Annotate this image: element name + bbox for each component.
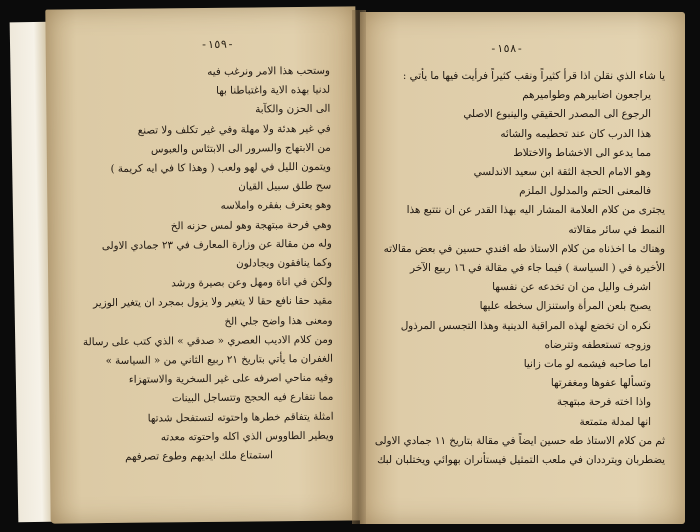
text-line: يجترى من كلام العلامة المشار اليه بهذا القدر عن ان نتتبع هذا: [406, 204, 665, 217]
text-line: سح طلق سبيل القيان: [238, 179, 332, 193]
text-line: اما صاحبه فيشمه لو مات زانيا: [523, 358, 651, 371]
left-page-number: -١٥٩-: [200, 37, 234, 52]
text-line: ثم من كلام الاستاذ طه حسين ايضاً في مقالة بتاريخ ١١ جمادي الاولى: [374, 434, 665, 447]
text-line: وهناك ما اخذناه من كلام الاستاذ طه افندي حسين في بعض مقالاته: [383, 242, 665, 255]
text-line: يراجعون اضابيرهم وطواميرهم: [522, 89, 651, 102]
left-page-text: [60, 62, 334, 468]
text-line: اشرف واليل من ان تخدعه عن نفسها: [492, 281, 651, 294]
text-line: يضطربان ويترددان في ملعب التمثيل فيستأنران بهوائي ويختلبان لبك: [377, 454, 665, 467]
text-line: انها لمدلة متمتعة: [579, 415, 651, 428]
book-gutter: [352, 10, 366, 524]
text-line: امثلة يتفاقم خطرها واحتوته لتستفحل شدتها: [147, 410, 334, 425]
right-page-number: -١٥٨-: [490, 42, 524, 55]
text-line: واذا اخته فرحة مبتهجة: [556, 396, 651, 409]
text-line: مقيد حقا نافع حقا لا يتغير ولا يزول بمجرد ان يتغير الوزير: [93, 295, 333, 310]
text-line: الأخيرة في ( السياسة ) فيما جاء في مقالة في ١٦ ربيع الآخر: [410, 262, 665, 275]
right-page-text: [370, 67, 665, 470]
text-line: وله من مقالة عن وزارة المعارف في ٢٣ جمادي الاولى: [101, 237, 332, 252]
text-line: ومعنى هذا واضح جلي الخ: [224, 314, 333, 328]
text-line: هذا الدرب كان عند تحطيمه والشائه: [500, 127, 651, 140]
text-line: النمط في سائر مقالاته: [568, 223, 665, 236]
text-line: الى الحزن والكآبة: [255, 103, 331, 116]
text-line: وهي فرحة مبتهجة وهو لمس حزنه الخ: [170, 218, 332, 232]
text-line: وفيه مناحي اصرفه على غير السخرية والاستهزاء: [128, 371, 334, 387]
text-line: مما نتفارع فيه الحجج وتتساجل البينات: [171, 391, 334, 405]
text-line: فالمعنى الحتم والمدلول الملزم: [519, 185, 651, 198]
text-line: وزوجه تستعطفه وتترضاه: [544, 338, 651, 351]
text-line: وهو الامام الحجة الثقة ابن سعيد الاندلسي: [473, 166, 651, 179]
text-line: وهو يعترف بفقره واملاسه: [220, 199, 332, 213]
text-line: الرجوع الى المصدر الحقيقي والينبوع الاصلي: [463, 108, 651, 121]
text-line: مما يدعو الى الاخشاط والاختلاط: [513, 146, 651, 159]
text-line: ويتمون الليل في لهو ولعب ( وهذا كا في ايه كريمة ): [110, 160, 332, 175]
left-page: [45, 6, 360, 523]
text-line: يصبح بلعن المرأة واستنزال سخطه عليها: [479, 300, 651, 313]
text-line: الغفران ما يأتي بتاريخ ٢١ ربيع الثاني من « السياسة »: [105, 352, 334, 368]
text-line: ويطير الطاووس الذي اكله واحتوته معدته: [160, 429, 334, 444]
text-line: لدنيا بهذه الاية واغتباطنا بها: [216, 83, 331, 98]
text-line: نكره ان تخضع لهذه المراقبة الدينية وهذا التجسس المرذول: [400, 319, 651, 332]
text-line: ومن كلام الاديب العصري « صدقي » الذي كتب على رسالة: [82, 333, 333, 349]
text-line: وتسألها عفوها ومغفرتها: [550, 377, 651, 390]
text-line: وستحب هذا الامر ونرغب فيه: [207, 64, 331, 78]
text-line: من الابتهاج والسرور الى الابتئاس والعبوس: [150, 141, 331, 156]
text-line: في غير هدئة ولا مهلة وفي غير تكلف ولا تصنع: [137, 122, 331, 137]
text-line: يا شاء الذي نقلن اذا قرأ كثيراً ونقب كثيراً فرأيت فيها ما يأتي :: [402, 70, 665, 82]
text-line: ولكن في اناة ومهل وعن بصيرة ورشد: [171, 275, 333, 290]
text-line: وكما ينافقون ويجادلون: [236, 256, 333, 270]
text-line: استمتاع ملك ايديهم وطوع تصرفهم: [125, 449, 273, 463]
right-page: [360, 12, 685, 524]
